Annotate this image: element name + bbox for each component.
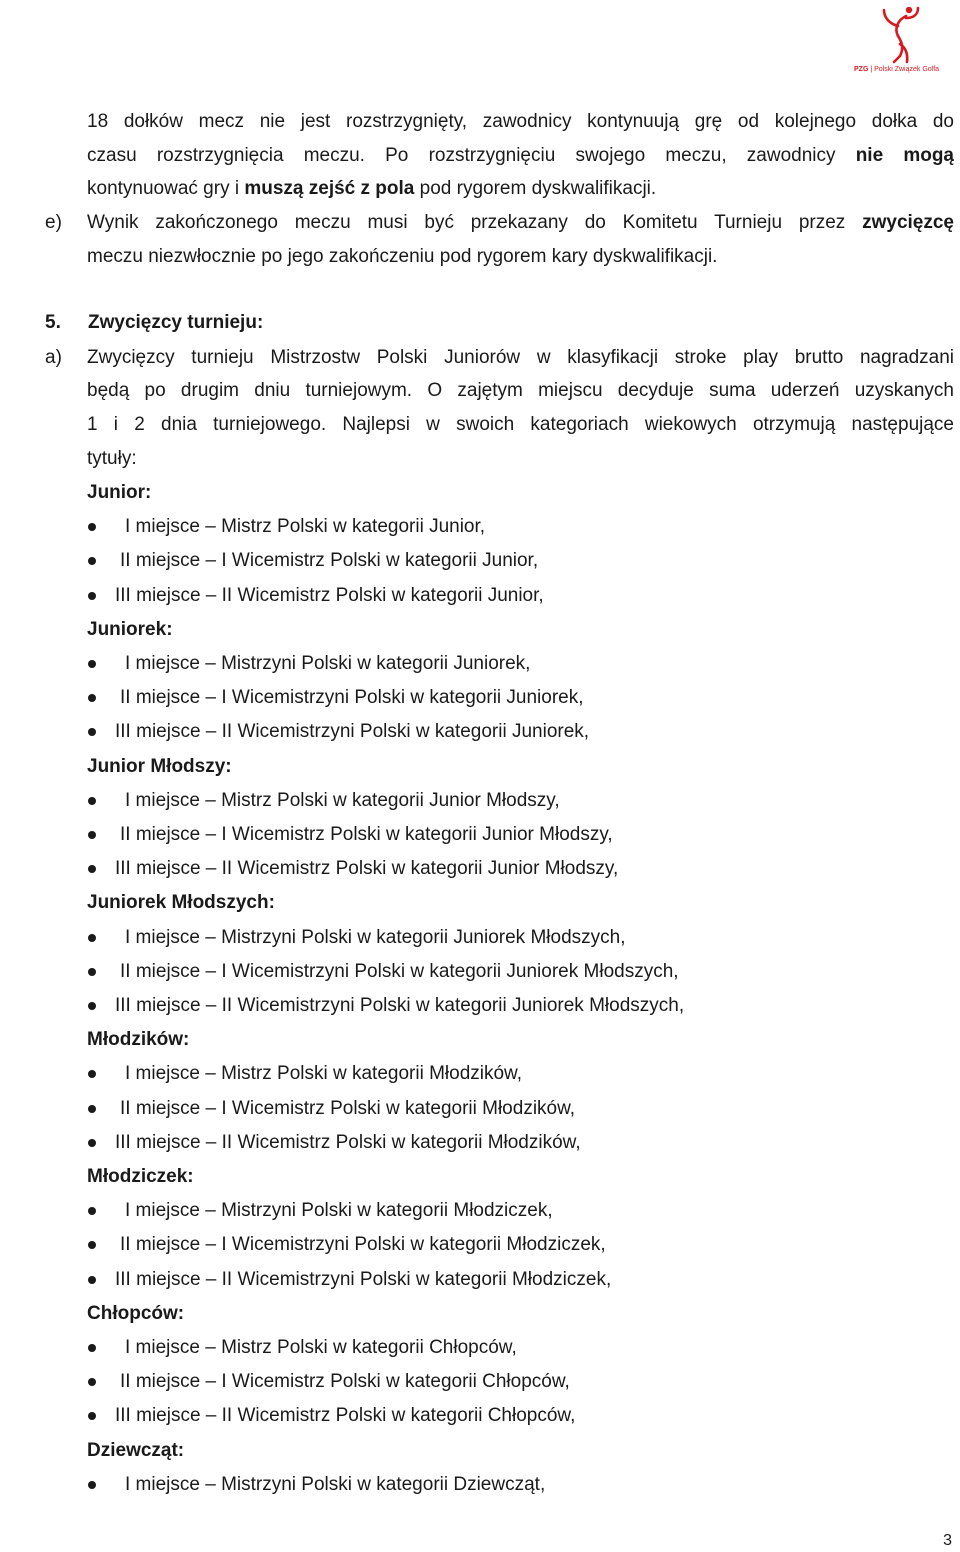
list-item: II miejsce – I Wicemistrzyni Polski w kategorii Młodziczek,: [120, 1234, 606, 1256]
list-item: I miejsce – Mistrz Polski w kategorii Chłopców,: [125, 1337, 517, 1358]
list-item: I miejsce – Mistrzyni Polski w kategorii Juniorek,: [125, 653, 531, 674]
list-item: I miejsce – Mistrz Polski w kategorii Junior,: [125, 516, 486, 538]
intro-line-3-text-a: kontynuować gry i: [87, 178, 245, 199]
list-item: II miejsce – I Wicemistrzyni Polski w kategorii Juniorek,: [120, 687, 584, 709]
intro-line-3-text-c: pod rygorem dyskwalifikacji.: [414, 178, 657, 199]
bullet-icon: [88, 1105, 96, 1113]
logo-caption: PZG | Polski Związek Golfa: [854, 66, 940, 73]
list-item: II miejsce – I Wicemistrz Polski w kategorii Junior,: [120, 550, 539, 572]
item-e-line-2: meczu niezwłocznie po jego zakończeniu pod rygorem kary dyskwalifikacji.: [87, 246, 718, 267]
intro-line-2: [87, 143, 954, 169]
intro-bold-nie-moga: nie mogą: [855, 145, 954, 166]
list-item: I miejsce – Mistrzyni Polski w kategorii Juniorek Młodszych,: [125, 926, 626, 948]
category-heading: Dziewcząt:: [87, 1439, 185, 1461]
item-e-line-1: [87, 210, 954, 236]
item-a-marker: a): [45, 347, 62, 368]
intro-line-1: 18 dołków mecz nie jest rozstrzygnięty, zawodnicy kontynuują grę od kolejnego dołka do: [87, 111, 954, 132]
bullet-icon: [88, 1139, 96, 1147]
bullet-icon: [88, 1070, 96, 1078]
bullet-icon: [88, 968, 96, 976]
item-e-line-1-text: Wynik zakończonego meczu musi być przekazany do Komitetu Turnieju przez: [87, 212, 863, 233]
list-item: III miejsce – II Wicemistrzyni Polski w kategorii Juniorek Młodszych,: [115, 995, 685, 1016]
bullet-icon: [88, 1344, 96, 1352]
list-item: III miejsce – II Wicemistrzyni Polski w kategorii Juniorek,: [115, 721, 590, 743]
category-heading: Chłopców:: [87, 1302, 185, 1324]
item-a-line-3: 1 i 2 dnia turniejowego. Najlepsi w swoich kategoriach wiekowych otrzymują następujące: [87, 414, 954, 435]
list-item: III miejsce – II Wicemistrz Polski w kategorii Chłopców,: [115, 1405, 576, 1427]
intro-bold-musza-zejsc: muszą zejść z pola: [244, 178, 415, 199]
bullet-icon: [88, 1412, 96, 1420]
list-item: I miejsce – Mistrz Polski w kategorii Junior Młodszy,: [125, 789, 560, 811]
bullet-icon: [88, 797, 96, 805]
category-heading: Juniorek:: [87, 618, 173, 640]
logo-brand-short: PZG: [854, 66, 869, 73]
section-5-title: Zwycięzcy turnieju:: [88, 312, 264, 333]
list-item: III miejsce – II Wicemistrz Polski w kategorii Junior,: [115, 584, 544, 606]
item-a-line-4: tytuły:: [87, 448, 137, 469]
intro-line-2-text: czasu rozstrzygnięcia meczu. Po rozstrzygnięciu swojego meczu, zawodnicy: [87, 145, 856, 166]
list-item: II miejsce – I Wicemistrzyni Polski w kategorii Juniorek Młodszych,: [120, 960, 679, 982]
category-heading: Młodzików:: [87, 1029, 190, 1051]
item-a-line-2: będą po drugim dniu turniejowym. O zajętym miejscu decyduje suma uderzeń uzyskanych: [87, 380, 954, 401]
logo-brand-full: Polski Związek Golfa: [874, 66, 940, 73]
bullet-icon: [88, 557, 96, 565]
page-number: 3: [943, 1532, 952, 1549]
category-heading: Junior Młodszy:: [87, 755, 232, 777]
bullet-icon: [88, 1378, 96, 1386]
item-a-line-1: Zwycięzcy turnieju Mistrzostw Polski Juniorów w klasyfikacji stroke play brutto nagradzani: [87, 347, 954, 368]
bullet-icon: [88, 660, 96, 668]
section-5-number: 5.: [45, 312, 61, 333]
intro-line-3: [87, 176, 656, 202]
list-item: II miejsce – I Wicemistrz Polski w kategorii Młodzików,: [120, 1097, 576, 1119]
item-e-marker: e): [45, 212, 62, 233]
bullet-icon: [88, 694, 96, 702]
bullet-icon: [88, 1207, 96, 1215]
bullet-icon: [88, 1002, 96, 1010]
list-item: II miejsce – I Wicemistrz Polski w kategorii Junior Młodszy,: [120, 824, 613, 845]
list-item: III miejsce – II Wicemistrz Polski w kategorii Młodzików,: [115, 1131, 581, 1153]
category-heading: Junior:: [87, 482, 152, 503]
bullet-icon: [88, 1276, 96, 1284]
bullet-icon: [88, 865, 96, 873]
bullet-icon: [88, 523, 96, 531]
list-item: II miejsce – I Wicemistrz Polski w kategorii Chłopców,: [120, 1371, 570, 1393]
item-e-bold-zwyciezce: zwycięzcę: [862, 212, 954, 233]
bullet-icon: [88, 1481, 96, 1489]
bullet-icon: [88, 728, 96, 736]
list-item: III miejsce – II Wicemistrz Polski w kategorii Junior Młodszy,: [115, 858, 619, 880]
category-heading: Juniorek Młodszych:: [87, 892, 275, 914]
list-item: I miejsce – Mistrzyni Polski w kategorii Dziewcząt,: [125, 1473, 546, 1495]
bullet-icon: [88, 831, 96, 839]
golfer-icon: [854, 2, 938, 66]
list-item: I miejsce – Mistrz Polski w kategorii Młodzików,: [125, 1063, 522, 1085]
list-item: III miejsce – II Wicemistrzyni Polski w kategorii Młodziczek,: [115, 1268, 612, 1290]
bullet-icon: [88, 592, 96, 600]
list-item: I miejsce – Mistrzyni Polski w kategorii Młodziczek,: [125, 1200, 553, 1222]
bullet-icon: [88, 934, 96, 942]
bullet-icon: [88, 1241, 96, 1249]
category-heading: Młodziczek:: [87, 1166, 194, 1187]
pzg-logo: [854, 2, 938, 82]
